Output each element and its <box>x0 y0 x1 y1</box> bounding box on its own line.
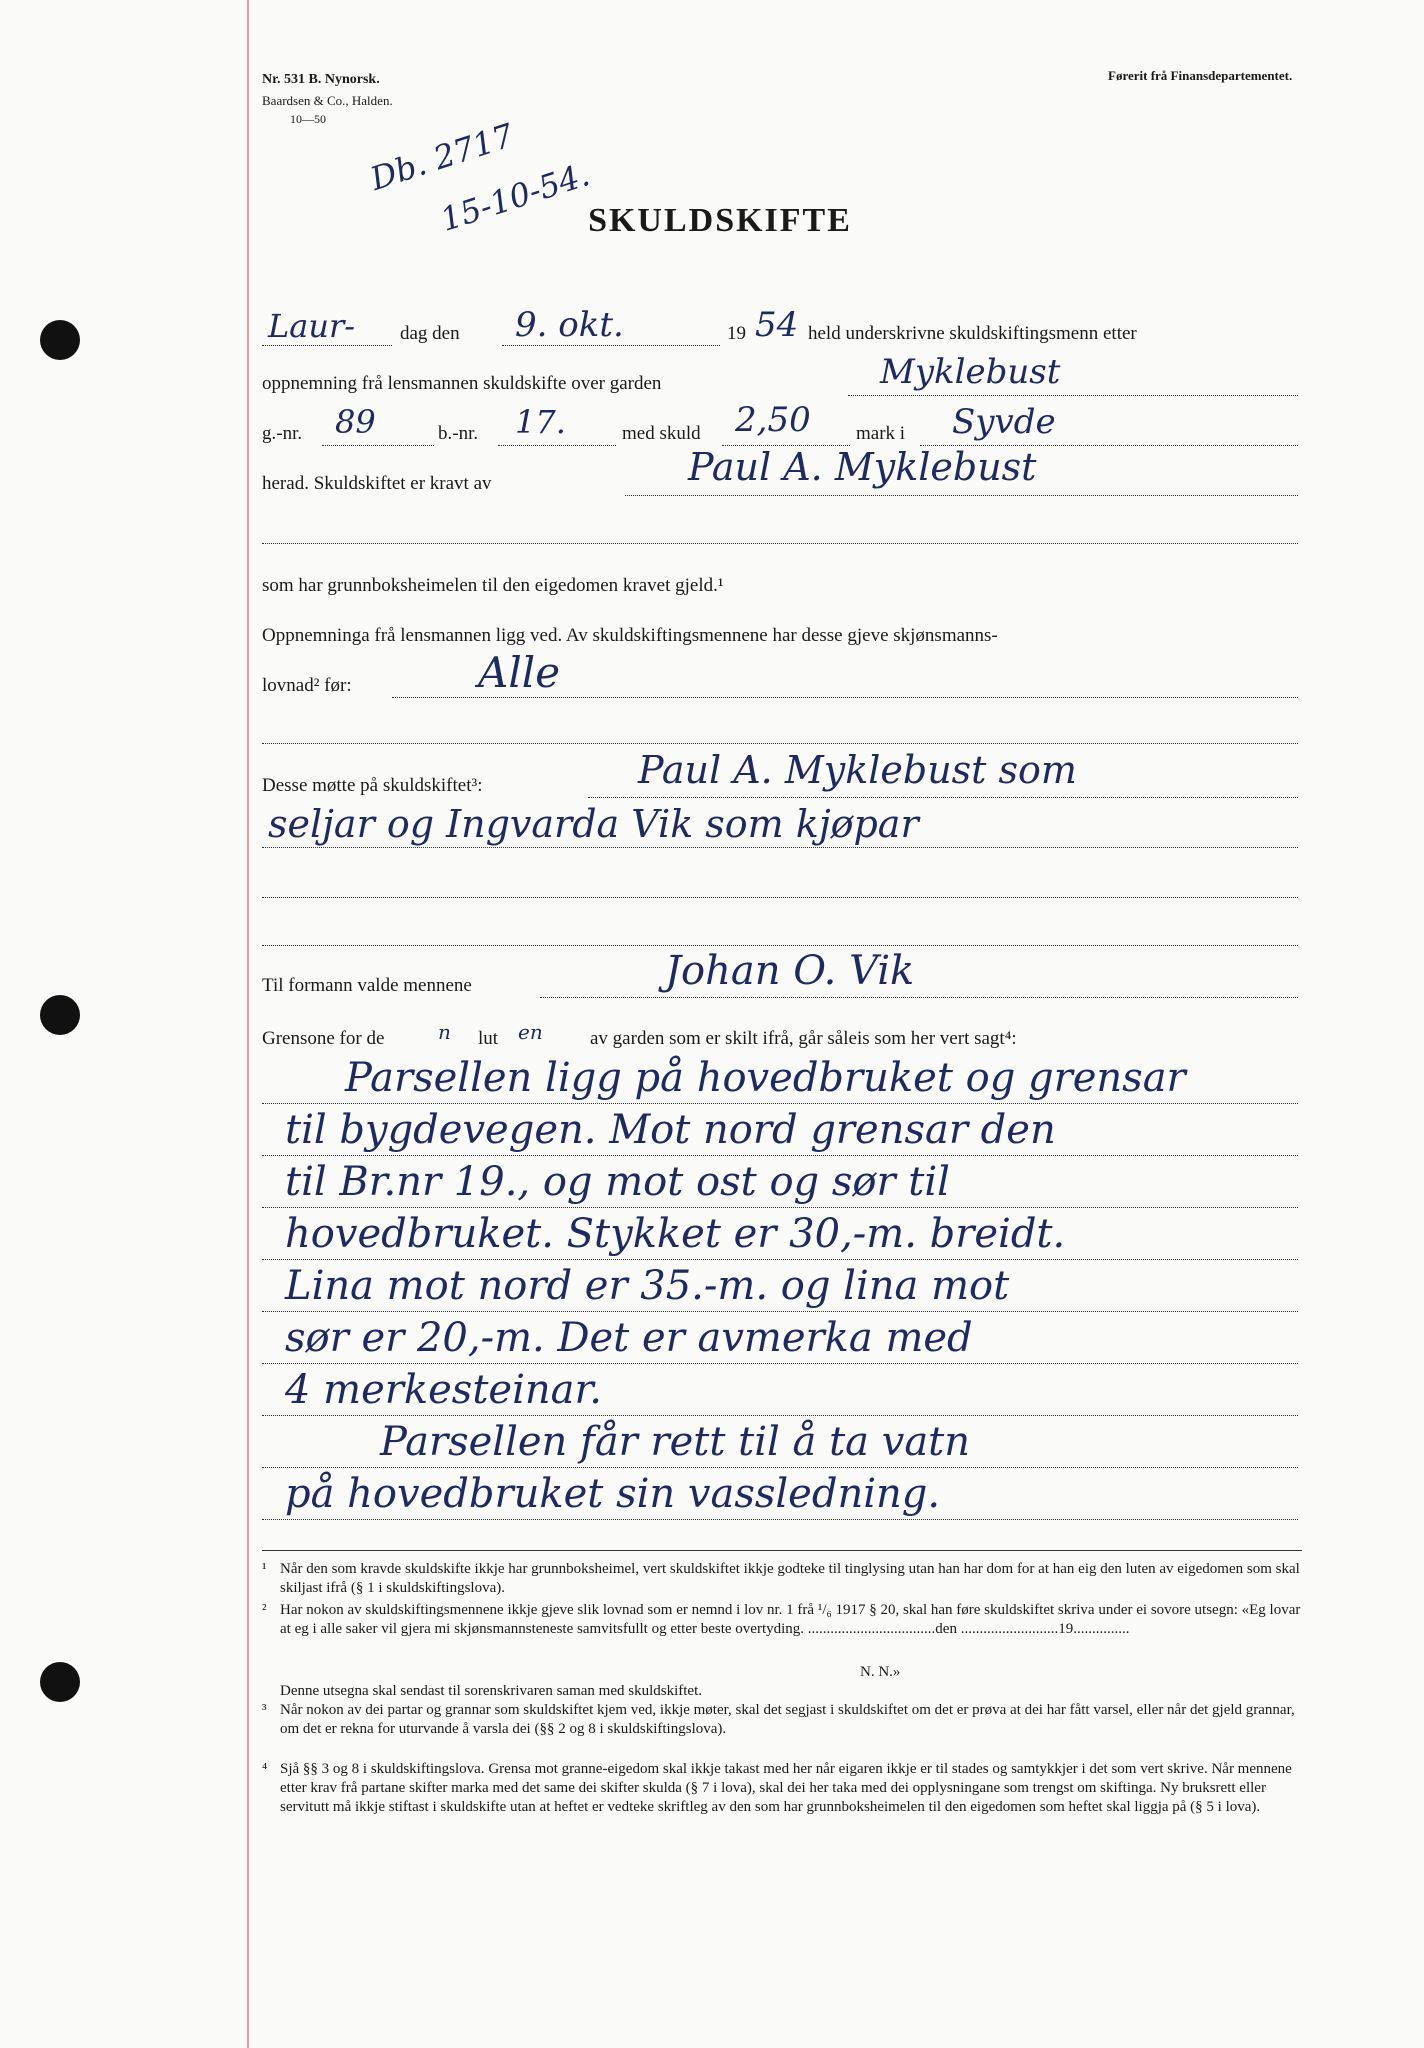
footnote-text: Sjå §§ 3 og 8 i skuldskiftingslova. Grensa mot granne-eigedom skal ikkje takast med her når eigaren ikkje er til stades og samtykkjer i det som vert skrive. Når mennene etter krav frå partane skifter marka med det same dei skifter skulda (§ 7 i lova), skal dei her taka med dei opplysningane som trengst om skiftinga. Ny bruksrett eller servitutt må ikkje stiftast i skuldskifte utan at heftet er vedteke skriftleg av den som har grunnboksheimelen til den eigedomen som heftet skal liggja på (§ 5 i lova). <box>280 1761 1292 1815</box>
footnote-1 <box>262 1560 1302 1598</box>
year: 54 <box>755 305 799 345</box>
footnote-mark: ⁴ <box>262 1761 268 1777</box>
footnote-mark: ³ <box>262 1702 267 1718</box>
footnote-3 <box>262 1701 1302 1739</box>
label-skuld: med skuld <box>622 423 701 444</box>
stamp-date: 15-10-54. <box>435 155 595 239</box>
herad-value: Syvde <box>952 402 1056 442</box>
punch-hole <box>40 1662 80 1702</box>
chairman-name: Johan O. Vik <box>665 948 915 994</box>
label-row6: Oppnemninga frå lensmannen ligg ved. Av skuldskiftingsmennene har desse gjeve skjønsmanns- <box>262 625 998 646</box>
ending-en: en <box>518 1020 543 1044</box>
footnote-text: Når nokon av dei partar og grannar som skuldskiftet kjem ved, ikkje møter, skal det segjast i skuldskiftet om det er prøva at dei har fått varsel, eller når det gjeld grannar, om det er rekna for uturvande å varsla dei (§§ 2 og 8 i skuldskiftingslova). <box>280 1702 1295 1737</box>
description-line: Parsellen får rett til å ta vatn <box>380 1419 971 1465</box>
footnote-mark: ² <box>262 1602 267 1618</box>
date: 9. okt. <box>515 305 624 345</box>
sworn-members: Alle <box>478 648 561 697</box>
label-bnr: b.-nr. <box>438 423 479 444</box>
footnote-text: Har nokon av skuldskiftingsmennene ikkje gjeve slik lovnad som er nemnd i lov nr. 1 frå ¹/₆ 1917 § 20, skal han føre skuldskiftet skriva under ei sovore utsegn: «Eg lovar at eg i alle saker vil gjera mi skjønsmannsteneste samvitsfullt og etter beste overtyding. ..................................den ..........................19............... <box>280 1602 1301 1637</box>
punch-hole <box>40 320 80 360</box>
description-line: til bygdevegen. Mot nord grensar den <box>285 1107 1056 1153</box>
label-row2: oppnemning frå lensmannen skuldskifte over garden <box>262 373 662 394</box>
description-line: sør er 20,-m. Det er avmerka med <box>285 1315 973 1361</box>
attendees-line1: Paul A. Myklebust som <box>638 748 1077 792</box>
label-row4: herad. Skuldskiftet er kravt av <box>262 473 492 494</box>
footnote-4 <box>262 1760 1302 1817</box>
farm-name: Myklebust <box>880 352 1061 392</box>
description-line: til Br.nr 19., og mot ost og sør til <box>285 1159 950 1205</box>
stamp-number: Db. 2717 <box>365 116 519 198</box>
footnote-2 <box>262 1601 1302 1639</box>
footnote-mark: ¹ <box>262 1561 267 1577</box>
label-mark: mark i <box>856 423 906 444</box>
margin-line <box>247 0 249 2048</box>
bnr-value: 17. <box>515 403 566 441</box>
requester-name: Paul A. Myklebust <box>688 445 1037 489</box>
description-line: Parsellen ligg på hovedbruket og grensar <box>345 1055 1186 1101</box>
description-line: Lina mot nord er 35.-m. og lina mot <box>285 1263 1010 1309</box>
skuld-value: 2,50 <box>735 400 811 440</box>
description-line: 4 merkesteinar. <box>285 1367 602 1413</box>
punch-hole <box>40 995 80 1035</box>
label-dag-den: dag den <box>400 323 460 344</box>
footnote-separator <box>262 1550 1302 1551</box>
authority: Førerit frå Finansdepartementet. <box>1108 68 1293 83</box>
label-row11c: av garden som er skilt ifrå, går såleis som her vert sagt⁴: <box>590 1028 1017 1049</box>
gnr-value: 89 <box>335 403 376 441</box>
weekday: Laur- <box>268 307 356 345</box>
label-row11a: Grensone for de <box>262 1028 385 1049</box>
label-gnr: g.-nr. <box>262 423 303 444</box>
label-row8: Desse møtte på skuldskiftet³: <box>262 775 483 796</box>
footnote-text: Når den som kravde skuldskifte ikkje har grunnboksheimel, vert skuldskiftet ikkje godteke til tinglysing utan han har dom for at han eig den luten av eigedomen som skal skiljast ifrå (§ 1 i skuldskiftingslova). <box>280 1561 1300 1596</box>
page-title: SKULDSKIFTE <box>588 202 852 239</box>
label-row5: som har grunnboksheimelen til den eigedomen kravet gjeld.¹ <box>262 575 724 596</box>
label-row7: lovnad² før: <box>262 675 352 696</box>
ending-n: n <box>438 1020 451 1044</box>
form-number: Nr. 531 B. Nynorsk. <box>262 72 380 87</box>
description-line: hovedbruket. Stykket er 30,-m. breidt. <box>285 1211 1066 1257</box>
attendees-line2: seljar og Ingvarda Vik som kjøpar <box>268 802 919 846</box>
label-row10: Til formann valde mennene <box>262 975 472 996</box>
description-line: på hovedbruket sin vassledning. <box>285 1471 941 1517</box>
label-row11b: lut <box>478 1028 499 1049</box>
footnote-2-signature: N. N.» <box>860 1664 901 1680</box>
label-year-prefix: 19 <box>727 323 746 344</box>
footnote-2-note: Denne utsegna skal sendast til sorenskrivaren saman med skuldskiftet. <box>280 1683 702 1699</box>
edition: 10—50 <box>290 112 326 126</box>
label-row1-tail: held underskrivne skuldskiftingsmenn etter <box>808 323 1137 344</box>
publisher: Baardsen & Co., Halden. <box>262 93 393 108</box>
